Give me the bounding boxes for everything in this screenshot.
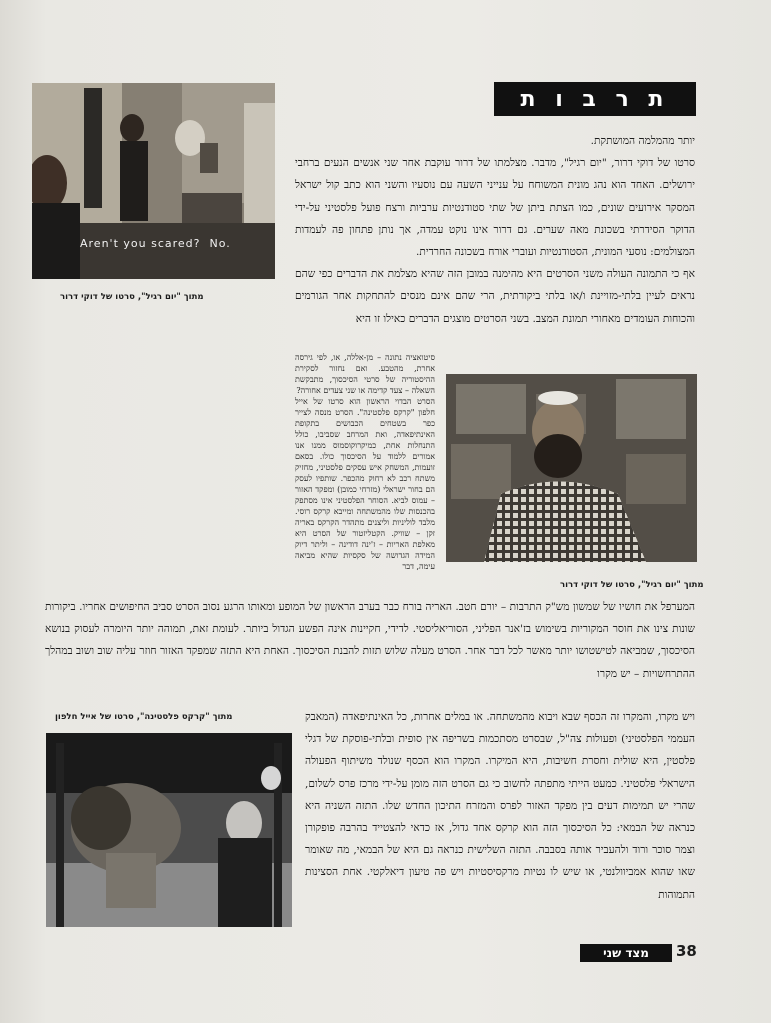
subtitle-text: Aren't you scared? No. [80,237,231,250]
caption-right: מתוך "יום רגיל", סרטו של דוקי דרור [560,580,704,590]
scene-illustration-settler [446,374,697,562]
paragraph: המערפל את חושיו של שמשון מש"ק התרבות – יורם חטב. האריה בורח כבר בערב הראשון של המופע ומאותו הרגע נסוב הסרט סביב החיפושים אחריו. ביקורות שונות צינו את חוסר המקוריות בשימוש בז'אנר הפליני, הסוריאליסטי. לדידי, חקיינות אינה הפשע הגדול ביותר. לעומת זאת, תמוהה יותר היומרה לעסוק בנושא הסיכסוך, שמביאה לטישטושו יותר מאשר לכל דבר אחר. הסרט מעלה שלוש תזות להבנת הסיכסוך. האחת היא התזה שמפקד האזור חוזר עליה שוב ושוב במהלך ההתרחשויות – יש מקרו [45,601,695,680]
paragraph: סרטו של דוקי דרור, "יום רגיל", מדבר. מצלמתו של דרור עוקבת אחר שני אנשים הנעים ברחבי ירושלים. האחד הוא נהג מונית המשוחח על ענייני השעה עם נוסעיו והשני הוא כתב קול ישראל המסקר אירועים שונים, כמו הצתת ביתן של שתי סטודנטיות ערביות ורצח פועל פלסטיני על-ידי הדוקר הסידרתי בשכונת מאה שערים. גם דרור אינו נוקט עמדה, אך נותן פתחון פה לעמדות המצולמים: נוסעי המונית, הסטודנטיות ועוברי אורח בשכונה החרדית. [295,157,695,259]
magazine-name-bar [580,944,672,962]
article-column-top [295,130,695,330]
article-column-wide-bottom [45,596,695,685]
page-number: 38 [676,942,697,960]
caption-top-left: מתוך "יום רגיל", סרטו של דוקי דרור [60,292,204,302]
photo-right [446,374,697,562]
paragraph: סיטואציה נתונה – מן-אללה, או, לפי גירסה אחרת, מהטבע. ואם נחזור לסקירת ההיסטוריה של סרטי הסיכסוך, מתבקשת השאלה – צעד קדימה או שני צעדים אחורה? [295,353,435,395]
article-column-bottom-right [305,706,695,906]
article-column-middle [295,352,435,572]
section-header [494,82,696,116]
magazine-name: מצד שני [603,946,649,960]
photo-top-left [32,83,275,279]
scene-illustration-circus [46,733,292,927]
photo-bottom-left [46,733,292,927]
paragraph: יותר מהמלמה המושתקת. [590,135,695,147]
caption-bottom-left: מתוך "קרקס פלסטינה", סרטו של אייל חלפון [55,712,233,722]
paragraph: הסרט הבדוי הראשון הוא סרטו של אייל חלפון "קרקס פלסטינה". הסרט מנסה לצייר כפר בשטחים הכבושים בתקופת האינתיפאדה, ואת המרחב שסביבו, כולל התנחלות אחת, כמיקרוקוסמוס ממנו אנו אמורים ללמוד על הסיכסוך כולו. בסאם זועמות, המשחק איש עסקים פלסטיני, מחזיק משתח רכב לא רחוק מהכפר. שותפיו לעסק הם בחור ישראלי (מזרחי כמובן) ומפקד האזור – עמוס לביא. הסוחר הפלסטיני אינו מסתפק בהכנסות שלו מהמשתחה ומייבא קרקס רוסי. מלבד לוליניות וליצנים מתהדר הקרקס באריה זקן – שוויק. הקטליזטור של הסרט היא מאלפת האריות – ז'ינה דודינה – וליתר דיוק המידה הגדושה של סקסיות שהיא מביאה עימה, דבר [295,397,435,571]
paragraph: ויש מקרו, והמקרו זה הכסף שבא ויבוא מהמשתחה. או במלים אחרות, כל האינתיפאדה (המאבק העממי הפלסטיני) ופעולות צה"ל, שבסרט מסתכמות בשריפה אין סופית ובלתי-פוסקת של דגלי פלסטין, היא שולית וחסרת חשיבות, היא המיקרו. המקרו הוא הכסף שנולד משיתוף הפעולה הישראלי פלסטיני. כמעט הייתי מתפתה לחשוב כי גם הסרט הזה מומן על-ידי מרכז פרס לשלום, שהרי יש תמימות דעים בין מפקד האזור לפרס והמזרח התיכון החדש שלו. התזה השניה היא כנראה של הבמאי: כל הסיכסוך הזה הוא קרקס אחד גדול, אז כדאי להצטייד בהרבה פופקורן וצמר סוכר ורוד ולהעביר אותה בסבבה. התזה השלישית כנראה גם היא של הבמאי, מה שאומר שאו שהוא אמביוולנטי, או שיש לו נטיות מרקסיסטיות ויש פה טיעון דיאלקטי. אחת הסצינות התמוהות [305,711,695,901]
section-title: ת ר ב ו ת [520,86,670,112]
paragraph: אף כי התמונה העולה משני הסרטים היא מהימנה במובן הזה שהיא מצלמת את הדברים כפי שהם נראים לעיין בלתי-מזויינת ו/או בלתי ביקורתית, הרי שהם אינם מנסים להתחקות אחר הגורמים והכוחות העומדים מאחורי תמונת המצב. בשני הסרטים מוצגים הדברים כאילו זו היא [295,268,695,325]
